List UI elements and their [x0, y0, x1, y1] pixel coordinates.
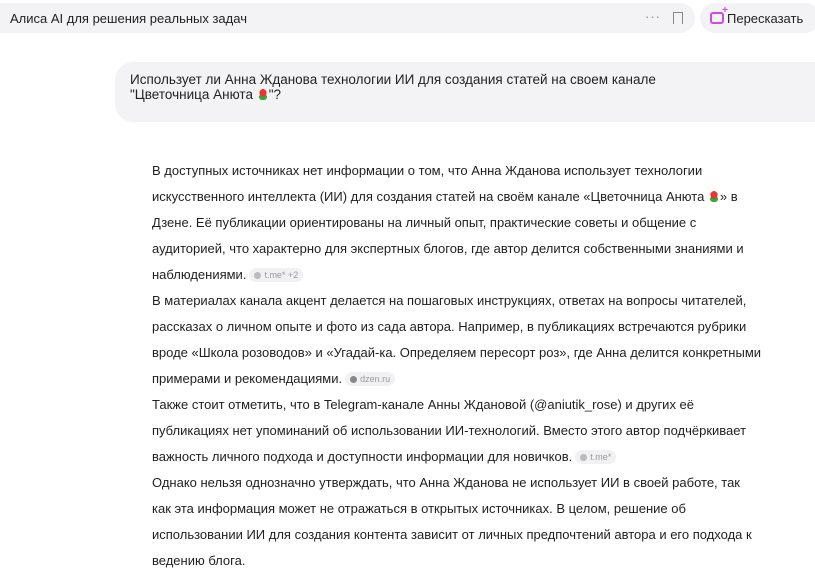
- retell-button[interactable]: [700, 3, 815, 33]
- source-label: dzen.ru: [360, 374, 391, 384]
- chat-title-text: Алиса AI для решения реальных задач: [10, 10, 247, 26]
- question-line: Использует ли Анна Жданова технологии ИИ для создания статей на своем канале: [130, 72, 656, 87]
- chat-title[interactable]: [0, 3, 695, 33]
- answer-text: » в Дзене. Её публикации ориентированы на личный опыт, практические советы и общение с аудиторией, что характерно для экспертных блогов, где автор делится собственными знаниями и наблюдениями.: [152, 189, 744, 282]
- answer-paragraph: [152, 392, 762, 470]
- answer-text: В доступных источниках нет информации о том, что Анна Жданова использует технологии искусственного интеллекта (ИИ) для создания статей на своём канале «Цветочница Анюта: [152, 163, 708, 204]
- dzen-icon: [350, 376, 357, 383]
- answer-text: В материалах канала акцент делается на пошаговых инструкциях, ответах на вопросы читателей, рассказах о личном опыте и фото из сада автора. Например, в публикациях встречаются рубрики вроде «Школа розоводов» и «Угадай-ка. Определяем пересорт роз», где Анна делится конкретными примерами и рекомендациями.: [152, 293, 762, 386]
- source-label: t.me*: [590, 452, 612, 462]
- question-line: "Цветочница Анюта: [130, 87, 257, 102]
- rose-emoji-icon: [259, 89, 267, 100]
- answer-paragraph: Однако нельзя однозначно утверждать, что Анна Жданова не использует ИИ в своей работе, так как эта информация может не отражаться в открытых источниках. В целом, решение об использовании ИИ для создания контента зависит от личных предпочтений автора и его подхода к ведению блога.: [152, 475, 752, 568]
- answer-paragraph: [152, 158, 762, 288]
- question-line: "?: [268, 87, 282, 102]
- assistant-answer: [152, 158, 762, 574]
- source-chip[interactable]: [575, 450, 616, 464]
- source-chip[interactable]: [345, 372, 395, 386]
- bookmark-icon[interactable]: [673, 12, 683, 24]
- source-label: t.me* +2: [264, 270, 299, 280]
- header: [0, 3, 815, 33]
- user-question-bubble: [115, 62, 815, 122]
- more-icon[interactable]: ···: [645, 9, 661, 24]
- telegram-icon: [580, 454, 587, 461]
- retell-icon: [710, 12, 724, 24]
- rose-emoji-icon: [710, 191, 718, 202]
- answer-text: Также стоит отметить, что в Telegram-канале Анны Ждановой (@aniutik_rose) и других её публикациях нет упоминаний об использовании ИИ-технологий. Вместо этого автор подчёркивает важность личного подхода и доступности информации для новичков.: [152, 397, 747, 464]
- source-chip[interactable]: [249, 268, 303, 282]
- retell-label: Пересказать: [727, 10, 804, 26]
- telegram-icon: [254, 272, 261, 279]
- answer-paragraph: [152, 288, 762, 392]
